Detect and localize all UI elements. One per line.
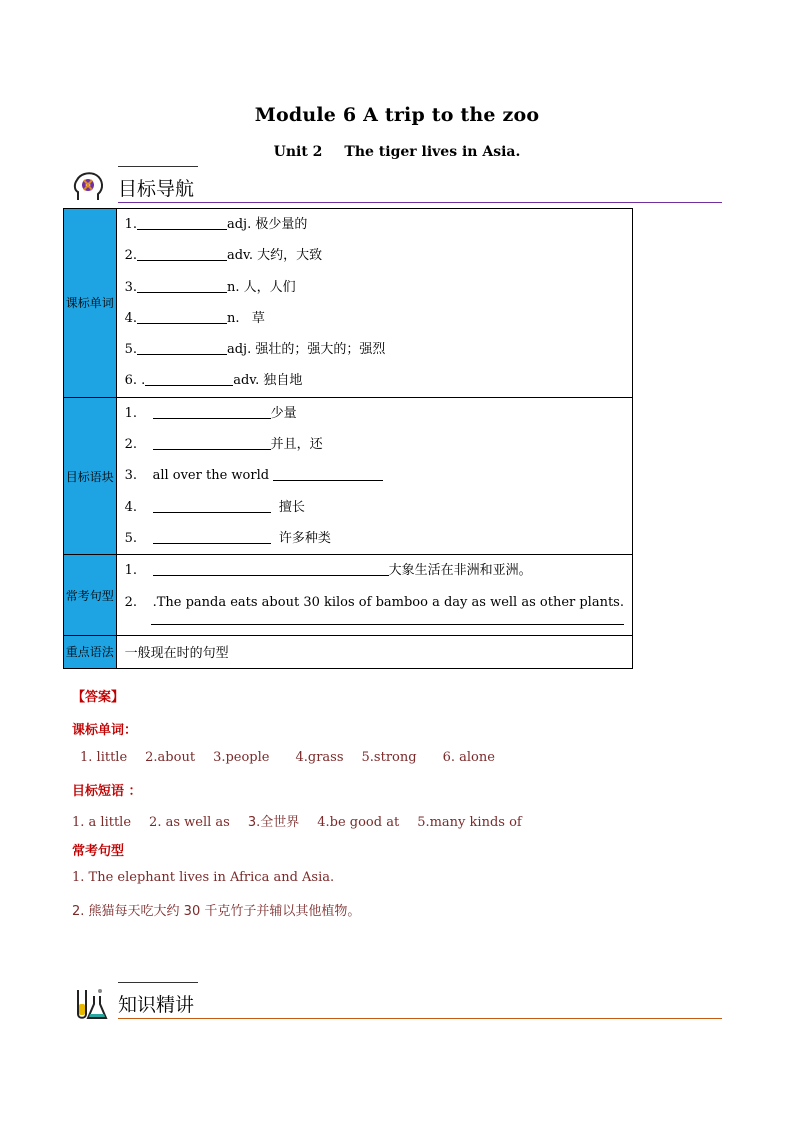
goals-table xyxy=(63,208,633,669)
answer-blank[interactable] xyxy=(145,371,233,386)
unit-number: Unit 2 xyxy=(273,144,323,160)
list-item: 5. 许多种类 xyxy=(124,530,331,546)
answer-blank[interactable] xyxy=(153,498,271,513)
section-underline xyxy=(118,1018,722,1019)
answer-blank[interactable] xyxy=(137,340,227,355)
answer-sentence-1: 1. The elephant lives in Africa and Asia. xyxy=(72,870,335,885)
brain-gear-icon xyxy=(72,170,108,206)
answer-blank[interactable] xyxy=(153,435,271,450)
list-item: 5. adj. 强壮的；强大的；强烈 xyxy=(124,342,386,358)
lab-flask-icon xyxy=(72,986,108,1022)
category-grammar: 重点语法 xyxy=(64,635,117,668)
section-header-knowledge xyxy=(72,982,722,1028)
section-title-knowledge: 知识精讲 xyxy=(118,994,195,1016)
list-item: 2. adv. 大约，大致 xyxy=(124,248,323,264)
unit-title: The tiger lives in Asia. xyxy=(344,144,521,160)
answer-blank[interactable] xyxy=(137,278,227,293)
vocab-list xyxy=(116,209,632,398)
answer-blank[interactable] xyxy=(273,466,383,481)
grammar-text: 一般现在时的句型 xyxy=(116,635,632,668)
answer-blank[interactable] xyxy=(137,215,227,230)
answer-blank[interactable] xyxy=(153,561,389,576)
section-decor-line xyxy=(118,982,198,983)
list-item: 1. 大象生活在非洲和亚洲。 xyxy=(124,563,532,579)
table-row-vocab xyxy=(64,209,633,398)
table-row-grammar xyxy=(64,635,633,668)
section-underline xyxy=(118,202,722,203)
list-item: 4. 擅长 xyxy=(124,499,305,515)
list-item: 2. 并且，还 xyxy=(124,437,323,453)
answer-blank[interactable] xyxy=(137,309,227,324)
table-row-sentences xyxy=(64,555,633,636)
answer-vocab-line: 1. little 2.about 3.people 4.grass 5.strong 6. alone xyxy=(80,750,495,765)
list-item: 2. .The panda eats about 30 kilos of bamboo a day as well as other plants. xyxy=(124,594,624,610)
list-item: 1. 少量 xyxy=(124,405,297,421)
unit-subtitle xyxy=(0,144,794,160)
category-sentences: 常考句型 xyxy=(64,555,117,636)
answer-sentence-2: 2. 熊猫每天吃大约 30 千克竹子并辅以其他植物。 xyxy=(72,904,361,919)
answer-vocab-label: 课标单词： xyxy=(72,723,138,738)
answer-phrase-line: 1. a little 2. as well as 3.全世界 4.be good at 5.many kinds of xyxy=(72,815,522,830)
section-title-goals: 目标导航 xyxy=(118,178,195,200)
list-item: 3. all over the world xyxy=(125,460,624,491)
table-row-phrases xyxy=(64,397,633,554)
answer-blank[interactable] xyxy=(153,529,271,544)
answer-blank[interactable] xyxy=(153,404,271,419)
phrase-list xyxy=(116,397,632,554)
list-item: 3. n. 人，人们 xyxy=(124,279,296,295)
list-item: 1. adj. 极少量的 xyxy=(124,217,308,232)
sentence-list xyxy=(116,555,632,636)
answer-heading: 【答案】 xyxy=(72,690,125,705)
section-decor-line xyxy=(118,166,198,167)
answer-sentence-label: 常考句型 xyxy=(72,844,125,859)
answer-blank[interactable] xyxy=(137,246,227,261)
page-title: Module 6 A trip to the zoo xyxy=(254,104,540,126)
category-phrases: 目标语块 xyxy=(64,397,117,554)
list-item: 4. n. 草 xyxy=(124,310,265,326)
section-header-goals xyxy=(72,166,722,212)
category-vocab: 课标单词 xyxy=(64,209,117,398)
answer-phrase-label: 目标短语 ： xyxy=(72,784,142,799)
list-item: 6. . adv. 独自地 xyxy=(124,373,303,389)
answer-blank-line[interactable] xyxy=(151,624,624,625)
